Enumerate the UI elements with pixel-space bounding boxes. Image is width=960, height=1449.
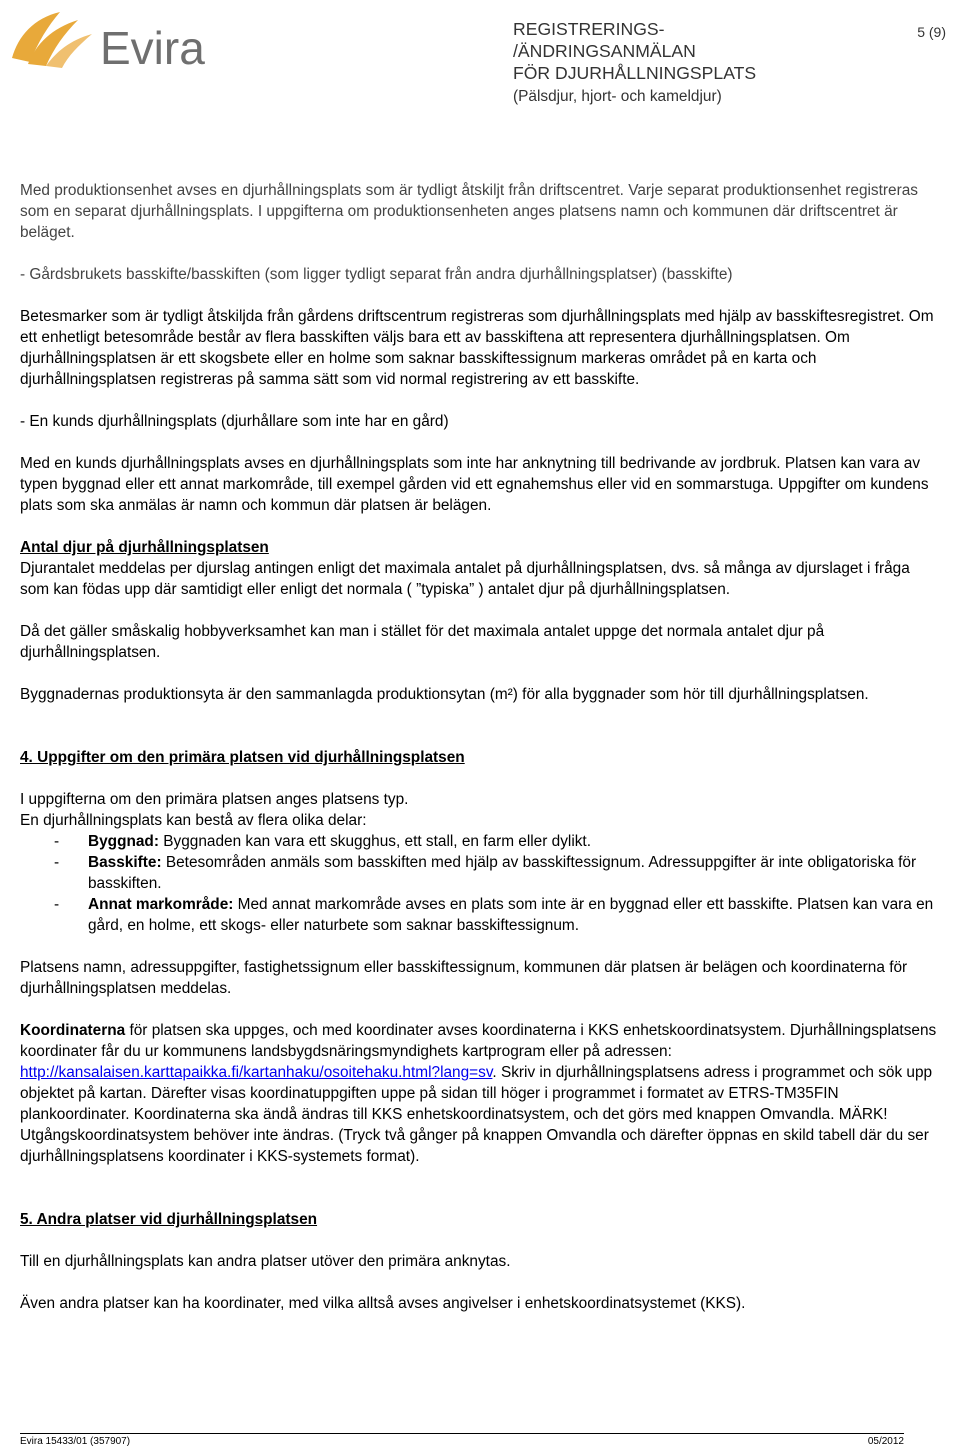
paragraph-produktionsyta: Byggnadernas produktionsyta är den sammanlagda produktionsytan (m²) för alla byggnader som hör till djurhållningsplatsen. bbox=[20, 686, 869, 703]
header-title-line-2: /ÄNDRINGSANMÄLAN bbox=[513, 41, 696, 61]
paragraph-kunds-plats: Med en kunds djurhållningsplats avses en djurhållningsplats som inte har anknytning till bedrivande av jordbruk. Platsen kan vara av typen byggnad eller ett annat markområde, till exempel gården vid ett egnahemshus eller vid en sommarstuga. Uppgifter om kundens plats som ska anmälas är namn och kommun där platsen är belägen. bbox=[20, 455, 929, 514]
header-subtitle: (Pälsdjur, hjort- och kameldjur) bbox=[513, 88, 722, 105]
heading-section-5: 5. Andra platser vid djurhållningsplatsen bbox=[20, 1211, 318, 1228]
paragraph-platsens-typ: I uppgifterna om den primära platsen anges platsens typ. bbox=[20, 791, 409, 808]
heading-basskifte: - Gårdsbrukets basskifte/basskiften (som ligger tydligt separat från andra djurhållningsplatser) (basskifte) bbox=[20, 266, 733, 283]
list-dash: - bbox=[54, 854, 60, 871]
paragraph-produktionsenhet: Med produktionsenhet avses en djurhållningsplats som är tydligt åtskiljt från driftscentret. Varje separat produktionsenhet registreras som en separat djurhållningsplats. I uppgifterna om produktionsenheten anges platsens namn och kommunen där driftscentret är beläget. bbox=[20, 182, 918, 241]
paragraph-betesmarker-part-1: Betesmarker som är tydligt åtskiljda från gårdens driftscentrum registreras som djurhållningsplats med hjälp av basskiftesregistret. Om ett enhetligt betesområde består av flera basskiften väljs bara ett av basskiftena att representera djurhållningsplatsen. bbox=[20, 308, 934, 346]
list-term: Basskifte: bbox=[88, 854, 162, 871]
list-dash: - bbox=[54, 833, 60, 850]
header-title-line-1: REGISTRERINGS- bbox=[513, 19, 665, 39]
paragraph-hobbyverksamhet: Då det gäller småskalig hobbyverksamhet kan man i stället för det maximala antalet uppge det normala antalet djur på djurhållningsplatsen. bbox=[20, 623, 825, 661]
list-text: Byggnaden kan vara ett skugghus, ett stall, en farm eller dylikt. bbox=[158, 833, 591, 850]
document-header bbox=[513, 18, 756, 108]
header-title-line-3: FÖR DJURHÅLLNINGSPLATS bbox=[513, 63, 757, 83]
footer-date: 05/2012 bbox=[867, 1436, 904, 1447]
document-body bbox=[20, 180, 940, 1314]
logo-wordmark: Evira bbox=[100, 22, 205, 68]
heading-antal-djur: Antal djur på djurhållningsplatsen bbox=[20, 539, 269, 556]
page-number: 5 (9) bbox=[917, 24, 946, 40]
paragraph-koordinater-kks: Även andra platser kan ha koordinater, med vilka alltså avses angivelser i enhetskoordinatsystemet (KKS). bbox=[20, 1295, 746, 1312]
paragraph-olika-delar: En djurhållningsplats kan bestå av flera olika delar: bbox=[20, 812, 367, 829]
list-item-byggnad bbox=[20, 831, 940, 852]
paragraph-andra-platser: Till en djurhållningsplats kan andra platser utöver den primära anknytas. bbox=[20, 1253, 511, 1270]
list-term: Annat markområde: bbox=[88, 896, 234, 913]
koordinaterna-text-2: . Skriv in djurhållningsplatsens adress i programmet och sök upp objektet på kartan. Därefter visas koordinatuppgiften uppe på sidan till höger i programmet i formatet av ETRS-TM35FIN plankoordinater. Koordinaterna ska ändå ändras till KKS enhetskoordinatsystem, och det görs med knappen Omvandla. MÄRK! Utgångskoordinatsystem behöver inte ändras. (Tryck två gånger på knappen Omvandla och därefter öppnas en skild tabell där du ser djurhållningsplatsens koordinater i KKS-systemets format). bbox=[20, 1064, 933, 1165]
paragraph-djurantal: Djurantalet meddelas per djurslag antingen enligt det maximala antalet på djurhållningsplatsen, dvs. så många av djurslaget i fråga som kan födas upp där samtidigt eller enligt det normala ( ”typiska” ) antalet djur på djurhållningsplatsen. bbox=[20, 560, 910, 598]
paragraph-platsens-namn: Platsens namn, adressuppgifter, fastighetssignum eller basskiftessignum, kommunen där platsen är belägen och koordinaterna för djurhållningsplatsen meddelas. bbox=[20, 959, 908, 997]
list-item-annat-markomrade bbox=[20, 894, 940, 936]
paragraph-koordinaterna bbox=[20, 1020, 940, 1167]
evira-logo bbox=[8, 6, 223, 68]
heading-section-4: 4. Uppgifter om den primära platsen vid djurhållningsplatsen bbox=[20, 749, 465, 766]
koordinaterna-term: Koordinaterna bbox=[20, 1022, 126, 1039]
list-dash: - bbox=[54, 896, 60, 913]
list-text: Betesområden anmäls som basskiften med hjälp av basskiftessignum. Adressuppgifter är inte obligatoriska för basskiften. bbox=[88, 854, 917, 892]
evira-logo-icon bbox=[8, 6, 223, 68]
footer-document-id: Evira 15433/01 (357907) bbox=[20, 1436, 131, 1447]
koordinaterna-text-1: för platsen ska uppges, och med koordinater avses koordinaterna i KKS enhetskoordinatsystem. Djurhållningsplatsens koordinater får du ur kommunens landsbygdsnäringsmyndighets kartprogram eller på adressen: bbox=[20, 1022, 937, 1060]
list-item-basskifte bbox=[20, 852, 940, 894]
list-text: Med annat markområde avses en plats som inte är en byggnad eller ett basskifte. Platsen kan vara en gård, en holme, ett skogs- eller naturbete som saknar basskiftessignum. bbox=[88, 896, 934, 934]
paragraph-betesmarker-part-2: Om djurhållningsplatsen är ett skogsbete eller en holme som saknar basskiftessignum markeras området på en karta och djurhållningsplatsen registreras på samma sätt som vid normal registrering av ett basskifte. bbox=[20, 329, 850, 388]
list-term: Byggnad: bbox=[88, 833, 159, 850]
karttapaikka-link[interactable]: http://kansalaisen.karttapaikka.fi/kartanhaku/osoitehaku.html?lang=sv bbox=[20, 1064, 493, 1081]
heading-kunds-plats: - En kunds djurhållningsplats (djurhållare som inte har en gård) bbox=[20, 413, 449, 430]
paragraph-betesmarker bbox=[20, 306, 940, 390]
page-footer bbox=[20, 1433, 904, 1448]
